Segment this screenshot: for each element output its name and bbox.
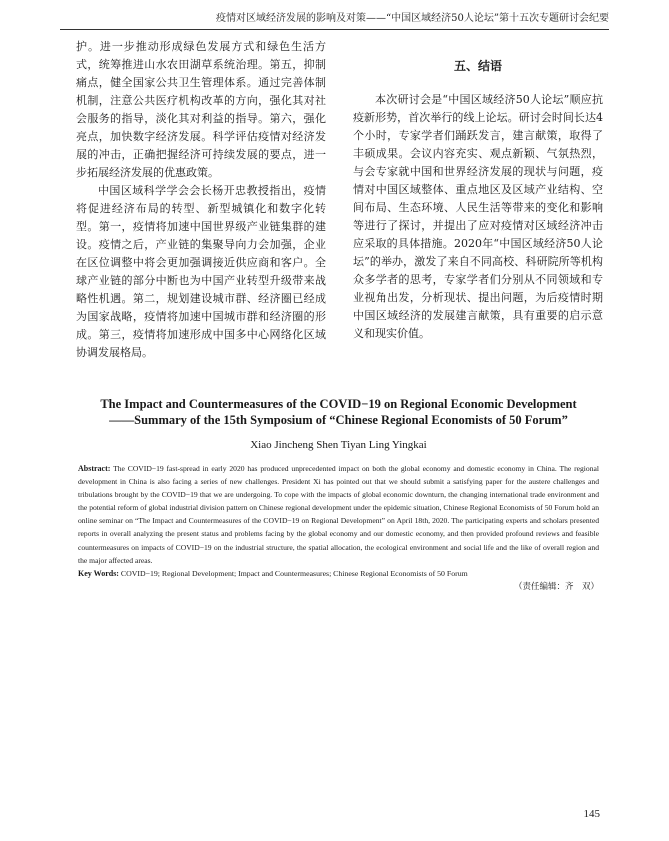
right-paragraph-1: 本次研讨会是“中国区域经济50人论坛”顺应抗疫新形势，首次举行的线上论坛。研讨会时间长达4个小时，专家学者们踊跃发言，建言献策，取得了丰硕成果。会议内容充实、观点新颖、气氛热烈，与会专家就中国和世界经济发展的现状与问题，疫情对中国区域整体、重点地区及区域产业结构、空间布局、生态环境、人民生活等带来的变化和影响等进行了探讨，并提出了应对疫情对区域经济冲击应采取的具体措施。2020年“中国区域经济50人论坛”的举办，激发了来自不同高校、科研院所等机构众多学者的思考，专家学者们分别从不同领域和专业视角出发，分析现状、提出问题，为后疫情时期中国区域经济的发展建言献策，具有重要的启示意义和现实价值。: [353, 93, 603, 340]
english-abstract: [78, 462, 599, 567]
keywords-label: Key Words:: [78, 568, 119, 578]
body-columns: [76, 38, 606, 378]
english-keywords: [78, 567, 599, 580]
keywords-text: COVID−19; Regional Development; Impact and Countermeasures; Chinese Regional Economists of 50 Forum: [118, 568, 468, 578]
english-title-line-1: The Impact and Countermeasures of the COVID−19 on Regional Economic Development: [100, 397, 577, 411]
left-paragraph-1: 护。进一步推动形成绿色发展方式和绿色生活方式，统筹推进山水农田湖草系统治理。第五，抑制痛点，健全国家公共卫生管理体系。通过完善体制机制，注意公共医疗机构改革的方向，强化其对社会服务的指导，淡化其对利益的指导。第六，强化亮点，加快数字经济发展。科学评估疫情对经济发展的冲击，正确把握经济可持续发展的要点，进一步拓展经济发展的优惠政策。: [76, 40, 326, 179]
section-title-conclusion: 五、结语: [453, 59, 502, 73]
running-header: 疫情对区域经济发展的影响及对策——“中国区域经济50人论坛”第十五次专题研讨会纪要: [60, 11, 609, 30]
english-title-line-2: ——Summary of the 15th Symposium of “Chinese Regional Economists of 50 Forum”: [109, 413, 568, 427]
abstract-label: Abstract:: [78, 464, 111, 473]
abstract-text: The COVID−19 fast-spread in early 2020 has produced unprecedented impact on both the global economy and domestic economy in China. The regional development in China is also facing a series of new challenges. President Xi has pointed out that we should submit a satisfying paper for the austere challenges and tribulations brought by the COVID−19 that we are undergoing. To cope with the impacts of global economic downturn, the changing international trade environment and the potential reform of global industrial division pattern on Chinese regional development under the epidemic situation, Chinese Regional Economists of 50 Forum hold an online seminar on “The Impact and Countermeasures of the COVID−19 on Regional Development” on April 18th, 2020. The participating experts and scholars presented reports in overall analyzing the present status and problems facing by the global economy and our domestic economy, and then provided profound reviews and feasible countermeasures on impacts of COVID−19 on the industrial structure, the spatial allocation, the ecological environment and social life and the like of overall region and the major affected areas.: [78, 464, 599, 565]
left-paragraph-2: 中国区域科学学会会长杨开忠教授指出，疫情将促进经济布局的转型、新型城镇化和数字化转型。第一，疫情将加速中国世界级产业链集群的建设。疫情之后，产业链的集聚导向力会加强，企业在区位调整中将会更加强调接近供应商和客户。全球产业链的部分中断也为中国产业转型升级带来战略性机遇。第二，规划建设城市群、经济圈已经成为国家战略，疫情将加速中国城市群和经济圈的形成。第三，疫情将加速形成中国多中心网络化区域协调发展格局。: [76, 184, 326, 359]
page-number: 145: [583, 808, 600, 820]
right-column: [353, 38, 603, 343]
english-summary: [78, 396, 599, 594]
responsible-editor: （责任编辑：齐 双）: [513, 581, 599, 592]
left-column: [76, 38, 326, 362]
english-authors: Xiao Jincheng Shen Tiyan Ling Yingkai: [250, 439, 427, 451]
